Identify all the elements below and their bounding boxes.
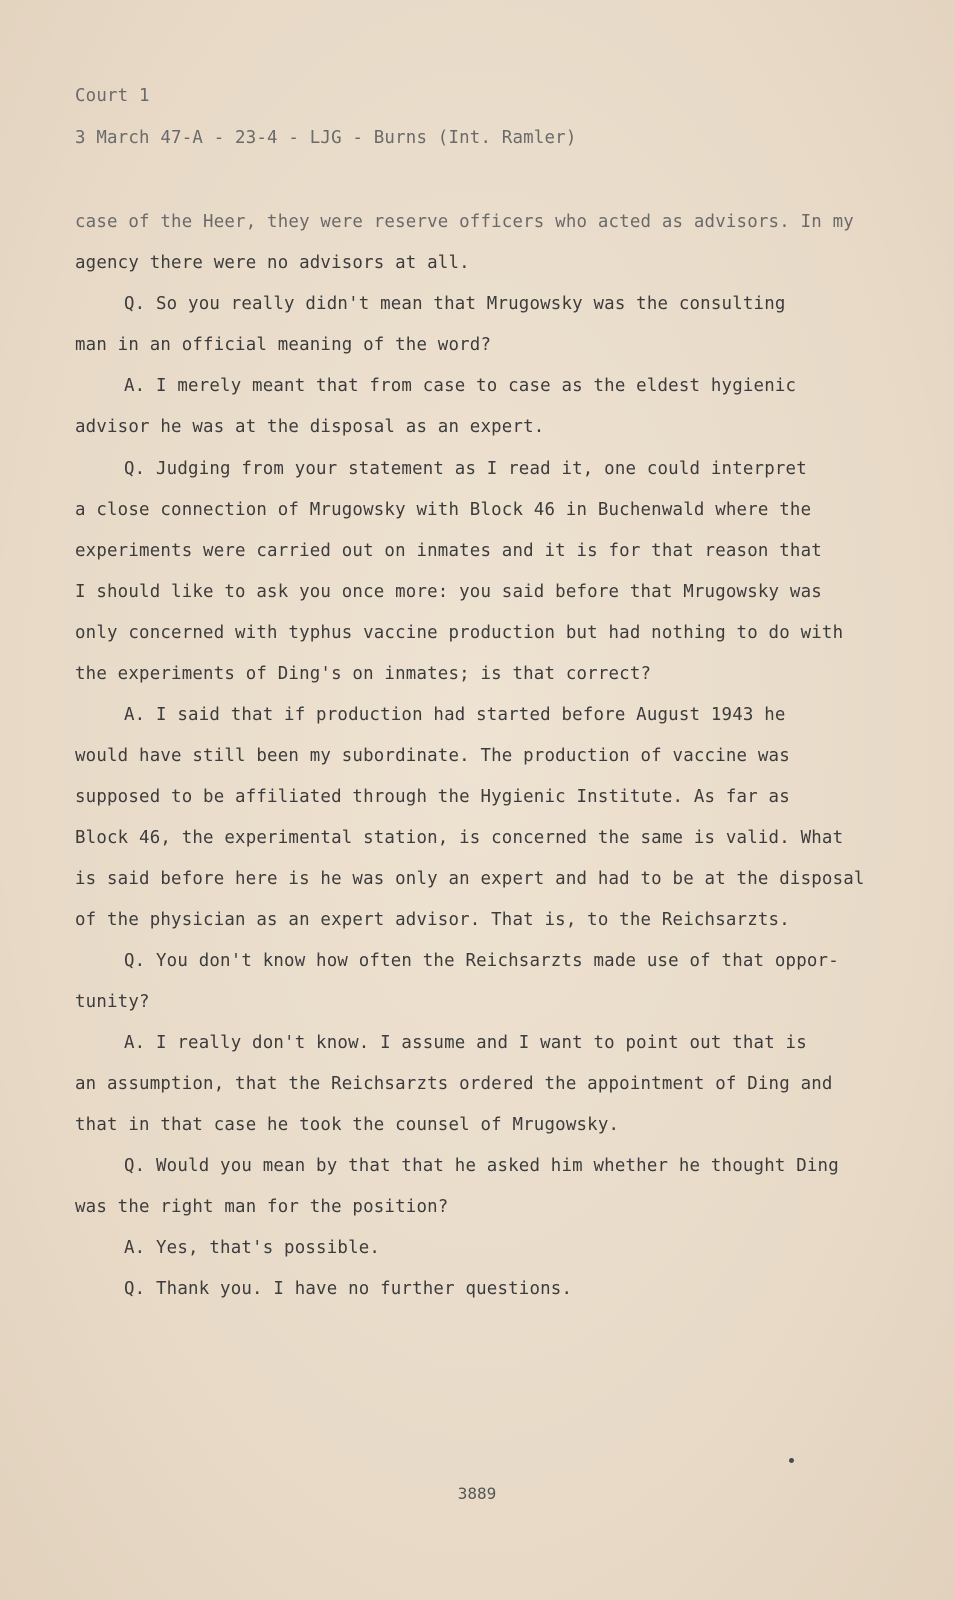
transcript-line: supposed to be affiliated through the Hygienic Institute. As far as	[75, 787, 790, 807]
court-header: Court 1	[75, 86, 150, 106]
transcript-line: A. I said that if production had started before August 1943 he	[124, 705, 786, 725]
transcript-line: an assumption, that the Reichsarzts ordered the appointment of Ding and	[75, 1074, 833, 1094]
transcript-line: is said before here is he was only an expert and had to be at the disposal	[75, 869, 865, 889]
session-header: 3 March 47-A - 23-4 - LJG - Burns (Int. Ramler)	[75, 128, 577, 148]
page-number: 3889	[457, 1484, 497, 1503]
transcript-line: experiments were carried out on inmates and it is for that reason that	[75, 541, 822, 561]
transcript-line: Q. So you really didn't mean that Mrugowsky was the consulting	[124, 294, 786, 314]
transcript-line: Q. You don't know how often the Reichsarzts made use of that oppor-	[124, 951, 839, 971]
transcript-line: Block 46, the experimental station, is concerned the same is valid. What	[75, 828, 844, 848]
transcript-line: A. I merely meant that from case to case as the eldest hygienic	[124, 376, 797, 396]
transcript-line: was the right man for the position?	[75, 1197, 449, 1217]
transcript-line: Q. Thank you. I have no further questions.	[124, 1279, 573, 1299]
transcript-line: Q. Judging from your statement as I read it, one could interpret	[124, 459, 807, 479]
transcript-line: A. Yes, that's possible.	[124, 1238, 381, 1258]
transcript-line: case of the Heer, they were reserve officers who acted as advisors. In my	[75, 212, 854, 232]
transcript-line: advisor he was at the disposal as an expert.	[75, 417, 545, 437]
transcript-line: tunity?	[75, 992, 150, 1012]
ink-speck	[789, 1458, 794, 1463]
transcript-line: that in that case he took the counsel of Mrugowsky.	[75, 1115, 620, 1135]
transcript-line: would have still been my subordinate. The production of vaccine was	[75, 746, 790, 766]
transcript-line: the experiments of Ding's on inmates; is that correct?	[75, 664, 652, 684]
transcript-line: of the physician as an expert advisor. That is, to the Reichsarzts.	[75, 910, 790, 930]
transcript-line: agency there were no advisors at all.	[75, 253, 470, 273]
transcript-line: man in an official meaning of the word?	[75, 335, 492, 355]
transcript-line: Q. Would you mean by that that he asked him whether he thought Ding	[124, 1156, 839, 1176]
transcript-line: A. I really don't know. I assume and I want to point out that is	[124, 1033, 807, 1053]
transcript-line: a close connection of Mrugowsky with Block 46 in Buchenwald where the	[75, 500, 812, 520]
transcript-line: I should like to ask you once more: you said before that Mrugowsky was	[75, 582, 822, 602]
transcript-line: only concerned with typhus vaccine production but had nothing to do with	[75, 623, 844, 643]
